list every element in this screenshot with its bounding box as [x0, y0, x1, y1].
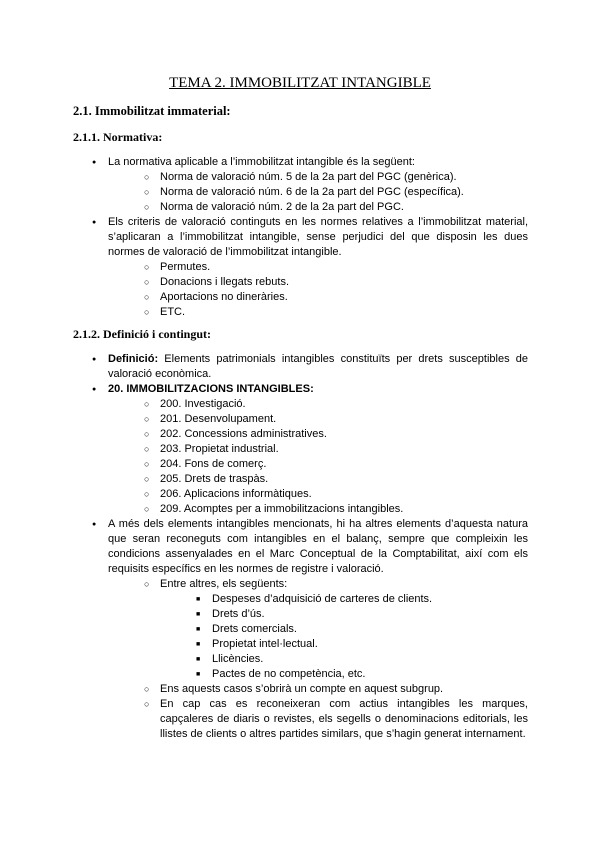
- definicio-label: Definició:: [108, 353, 159, 365]
- list-item: [92, 382, 528, 517]
- list-item: [92, 155, 528, 215]
- list-item-text: Els criteris de valoració continguts en les normes relatives a l’immobilitzat material, s’aplicaran a l’immobilitzat intangible, sense perjudici del que disposin les dues normes de valoració de l’immobilitzat intangible.: [108, 216, 528, 258]
- list-item: ○ Aportacions no dineràries.: [144, 290, 528, 305]
- account-item: ○ 200. Investigació.: [144, 397, 528, 412]
- section-heading: 2.1. Immobilitzat immaterial:: [73, 104, 231, 118]
- sublist: [108, 577, 528, 742]
- list-item: ■ Propietat intel·lectual.: [196, 637, 528, 652]
- list-item: ■ Pactes de no competència, etc.: [196, 667, 528, 682]
- list-item: ○ Norma de valoració núm. 2 de la 2a part del PGC.: [144, 200, 528, 215]
- list-item: ■ Drets comercials.: [196, 622, 528, 637]
- list-item: ○ Ens aquests casos s’obrirà un compte en aquest subgrup.: [144, 682, 528, 697]
- normativa-list: [92, 155, 528, 320]
- definicio-list: [92, 352, 528, 742]
- list-item: ○ En cap cas es reconeixeran com actius intangibles les marques, capçaleres de diaris o revistes, els segells o denominacions editorials, les llistes de clients o altres partides similars, que s’hagin generat internament.: [144, 697, 528, 742]
- subsublist: [160, 592, 528, 682]
- definicio-heading: 2.1.2. Definició i contingut:: [73, 327, 211, 341]
- account-item: ○ 201. Desenvolupament.: [144, 412, 528, 427]
- list-item: [92, 352, 528, 382]
- sublist: [108, 260, 528, 320]
- account-item: ○ 204. Fons de comerç.: [144, 457, 528, 472]
- page-title: TEMA 2. IMMOBILITZAT INTANGIBLE: [169, 75, 431, 91]
- list-item: [92, 517, 528, 742]
- list-item: [92, 215, 528, 320]
- list-item: ○ Donacions i llegats rebuts.: [144, 275, 528, 290]
- account-item: ○ 205. Drets de traspàs.: [144, 472, 528, 487]
- list-item-text: Entre altres, els següents:: [160, 578, 288, 590]
- list-item: ○ ETC.: [144, 305, 528, 320]
- list-item: ○ Permutes.: [144, 260, 528, 275]
- list-item-text: A més dels elements intangibles mencionats, hi ha altres elements d’aquesta natura que seran reconeguts com intangibles en el balanç, sempre que compleixin les condicions assenyalades en el Marc Conceptual de la Comptabilitat, així com els requisits específics en les normes de registre i valoració.: [108, 518, 528, 575]
- list-item-text: La normativa aplicable a l’immobilitzat intangible és la següent:: [108, 156, 415, 168]
- list-item: ■ Llicències.: [196, 652, 528, 667]
- list-item: ■ Drets d’ús.: [196, 607, 528, 622]
- account-item: ○ 209. Acomptes per a immobilitzacions intangibles.: [144, 502, 528, 517]
- sublist: [108, 170, 528, 215]
- account-item: ○ 203. Propietat industrial.: [144, 442, 528, 457]
- list-item: ■ Despeses d’adquisició de carteres de clients.: [196, 592, 528, 607]
- list-item: [144, 577, 528, 682]
- normativa-heading: 2.1.1. Normativa:: [73, 130, 163, 144]
- definicio-text: Elements patrimonials intangibles constituïts per drets susceptibles de valoració econòmica.: [108, 353, 528, 380]
- list-item: ○ Norma de valoració núm. 5 de la 2a part del PGC (genèrica).: [144, 170, 528, 185]
- group-label: 20. IMMOBILITZACIONS INTANGIBLES:: [108, 383, 314, 395]
- account-list: [108, 397, 528, 517]
- list-item: ○ Norma de valoració núm. 6 de la 2a part del PGC (específica).: [144, 185, 528, 200]
- account-item: ○ 206. Aplicacions informàtiques.: [144, 487, 528, 502]
- account-item: ○ 202. Concessions administratives.: [144, 427, 528, 442]
